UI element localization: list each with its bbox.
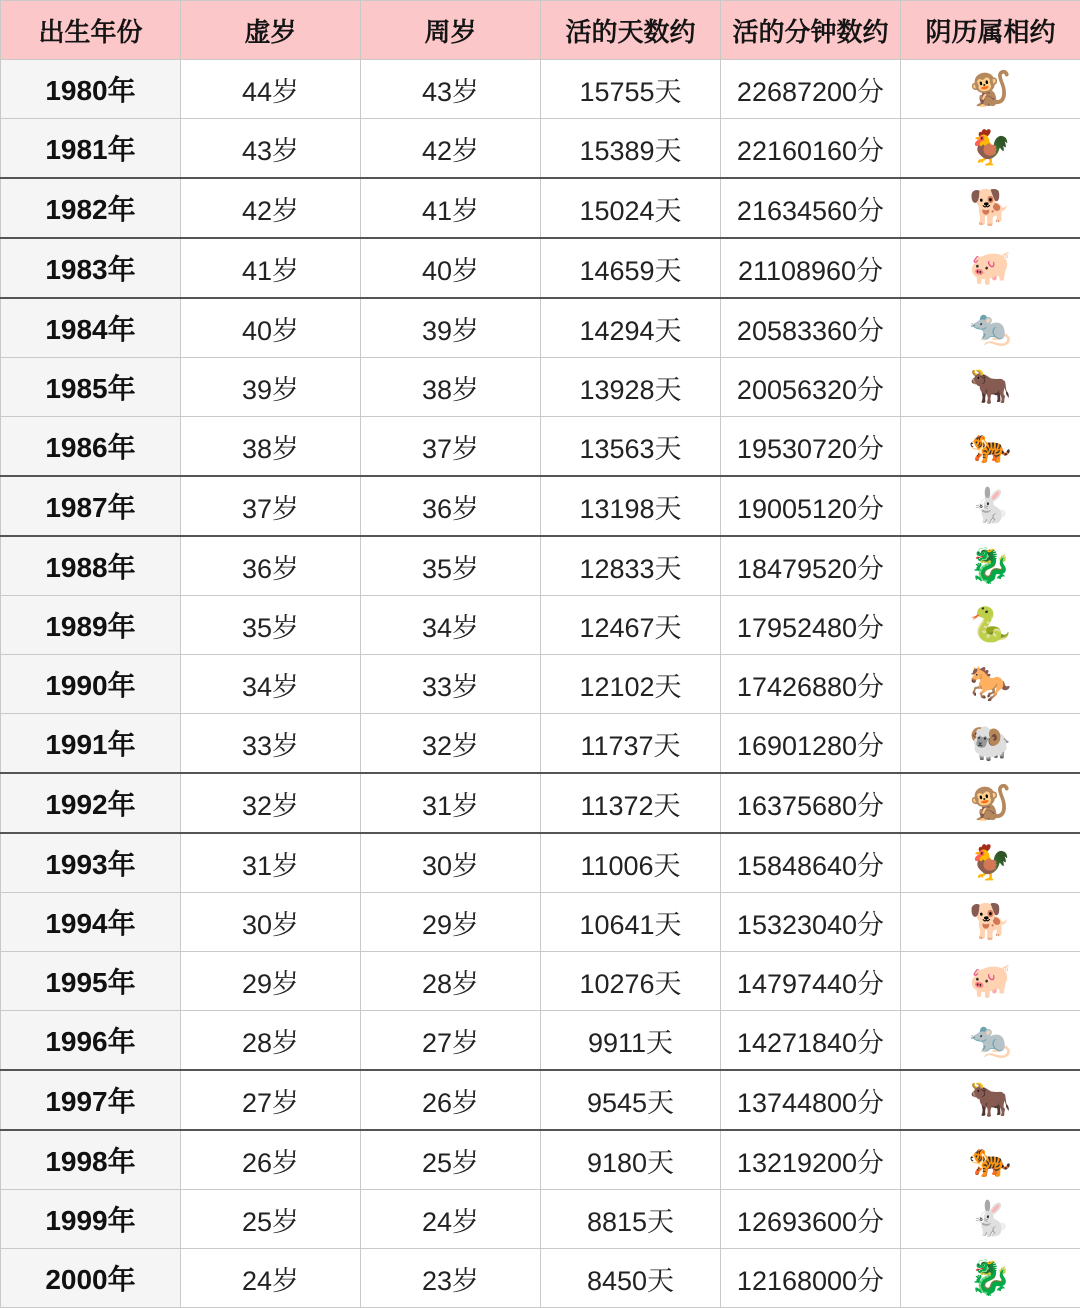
days-cell: 15024天 bbox=[541, 178, 721, 238]
days-cell: 10276天 bbox=[541, 952, 721, 1011]
monkey-icon: 🐒 bbox=[969, 781, 1013, 825]
actual-age-cell: 39岁 bbox=[361, 298, 541, 358]
minutes-cell: 19005120分 bbox=[721, 476, 901, 536]
days-cell: 9545天 bbox=[541, 1070, 721, 1130]
year-cell: 1983年 bbox=[1, 238, 181, 298]
actual-age-cell: 32岁 bbox=[361, 714, 541, 774]
year-cell: 1981年 bbox=[1, 119, 181, 179]
rabbit-icon: 🐇 bbox=[969, 1197, 1013, 1241]
year-cell: 1997年 bbox=[1, 1070, 181, 1130]
ox-icon: 🐂 bbox=[969, 1078, 1013, 1122]
table-row bbox=[1, 60, 1080, 119]
year-cell: 1989年 bbox=[1, 596, 181, 655]
header-minutes-lived: 活的分钟数约 bbox=[721, 1, 901, 60]
header-actual-age: 周岁 bbox=[361, 1, 541, 60]
minutes-cell: 21634560分 bbox=[721, 178, 901, 238]
table-row bbox=[1, 773, 1080, 833]
nominal-age-cell: 30岁 bbox=[181, 893, 361, 952]
year-cell: 1993年 bbox=[1, 833, 181, 893]
nominal-age-cell: 38岁 bbox=[181, 417, 361, 477]
dog-icon: 🐕 bbox=[969, 186, 1013, 230]
header-zodiac: 阴历属相约 bbox=[901, 1, 1080, 60]
minutes-cell: 14271840分 bbox=[721, 1011, 901, 1071]
minutes-cell: 13744800分 bbox=[721, 1070, 901, 1130]
year-cell: 1988年 bbox=[1, 536, 181, 596]
actual-age-cell: 40岁 bbox=[361, 238, 541, 298]
header-nominal-age: 虚岁 bbox=[181, 1, 361, 60]
actual-age-cell: 28岁 bbox=[361, 952, 541, 1011]
days-cell: 15755天 bbox=[541, 60, 721, 119]
year-cell: 1987年 bbox=[1, 476, 181, 536]
zodiac-cell bbox=[901, 119, 1080, 179]
zodiac-cell bbox=[901, 655, 1080, 714]
table-row bbox=[1, 1130, 1080, 1190]
zodiac-cell bbox=[901, 596, 1080, 655]
ox-icon: 🐂 bbox=[969, 365, 1013, 409]
year-cell: 1991年 bbox=[1, 714, 181, 774]
zodiac-cell bbox=[901, 1249, 1080, 1308]
zodiac-cell bbox=[901, 1190, 1080, 1249]
days-cell: 14294天 bbox=[541, 298, 721, 358]
rooster-icon: 🐓 bbox=[969, 126, 1013, 170]
nominal-age-cell: 42岁 bbox=[181, 178, 361, 238]
minutes-cell: 20056320分 bbox=[721, 358, 901, 417]
minutes-cell: 15323040分 bbox=[721, 893, 901, 952]
table-row bbox=[1, 358, 1080, 417]
days-cell: 9180天 bbox=[541, 1130, 721, 1190]
days-cell: 8450天 bbox=[541, 1249, 721, 1308]
nominal-age-cell: 44岁 bbox=[181, 60, 361, 119]
zodiac-cell bbox=[901, 298, 1080, 358]
minutes-cell: 12168000分 bbox=[721, 1249, 901, 1308]
rabbit-icon: 🐇 bbox=[969, 484, 1013, 528]
tiger-icon: 🐅 bbox=[969, 1138, 1013, 1182]
table-row bbox=[1, 596, 1080, 655]
nominal-age-cell: 27岁 bbox=[181, 1070, 361, 1130]
table-body bbox=[1, 60, 1080, 1308]
days-cell: 12102天 bbox=[541, 655, 721, 714]
days-cell: 12467天 bbox=[541, 596, 721, 655]
nominal-age-cell: 31岁 bbox=[181, 833, 361, 893]
actual-age-cell: 35岁 bbox=[361, 536, 541, 596]
days-cell: 11737天 bbox=[541, 714, 721, 774]
actual-age-cell: 42岁 bbox=[361, 119, 541, 179]
table-row bbox=[1, 833, 1080, 893]
header-days-lived: 活的天数约 bbox=[541, 1, 721, 60]
nominal-age-cell: 29岁 bbox=[181, 952, 361, 1011]
nominal-age-cell: 39岁 bbox=[181, 358, 361, 417]
year-cell: 1996年 bbox=[1, 1011, 181, 1071]
actual-age-cell: 43岁 bbox=[361, 60, 541, 119]
table-row bbox=[1, 119, 1080, 179]
nominal-age-cell: 41岁 bbox=[181, 238, 361, 298]
days-cell: 11372天 bbox=[541, 773, 721, 833]
days-cell: 13198天 bbox=[541, 476, 721, 536]
nominal-age-cell: 35岁 bbox=[181, 596, 361, 655]
minutes-cell: 17426880分 bbox=[721, 655, 901, 714]
zodiac-cell bbox=[901, 536, 1080, 596]
year-cell: 1999年 bbox=[1, 1190, 181, 1249]
zodiac-cell bbox=[901, 833, 1080, 893]
table-header bbox=[1, 1, 1080, 60]
rooster-icon: 🐓 bbox=[969, 841, 1013, 885]
zodiac-cell bbox=[901, 358, 1080, 417]
actual-age-cell: 29岁 bbox=[361, 893, 541, 952]
year-cell: 1984年 bbox=[1, 298, 181, 358]
nominal-age-cell: 36岁 bbox=[181, 536, 361, 596]
actual-age-cell: 30岁 bbox=[361, 833, 541, 893]
zodiac-cell bbox=[901, 1130, 1080, 1190]
table-row bbox=[1, 298, 1080, 358]
year-cell: 2000年 bbox=[1, 1249, 181, 1308]
minutes-cell: 16901280分 bbox=[721, 714, 901, 774]
actual-age-cell: 36岁 bbox=[361, 476, 541, 536]
actual-age-cell: 24岁 bbox=[361, 1190, 541, 1249]
zodiac-cell bbox=[901, 60, 1080, 119]
zodiac-cell bbox=[901, 238, 1080, 298]
nominal-age-cell: 24岁 bbox=[181, 1249, 361, 1308]
table-row bbox=[1, 952, 1080, 1011]
table-row bbox=[1, 417, 1080, 477]
nominal-age-cell: 37岁 bbox=[181, 476, 361, 536]
nominal-age-cell: 32岁 bbox=[181, 773, 361, 833]
days-cell: 10641天 bbox=[541, 893, 721, 952]
actual-age-cell: 37岁 bbox=[361, 417, 541, 477]
nominal-age-cell: 28岁 bbox=[181, 1011, 361, 1071]
rat-icon: 🐀 bbox=[969, 1018, 1013, 1062]
days-cell: 14659天 bbox=[541, 238, 721, 298]
year-cell: 1986年 bbox=[1, 417, 181, 477]
minutes-cell: 13219200分 bbox=[721, 1130, 901, 1190]
zodiac-cell bbox=[901, 773, 1080, 833]
minutes-cell: 18479520分 bbox=[721, 536, 901, 596]
pig-icon: 🐖 bbox=[969, 959, 1013, 1003]
minutes-cell: 22160160分 bbox=[721, 119, 901, 179]
horse-icon: 🐎 bbox=[969, 662, 1013, 706]
header-birth-year: 出生年份 bbox=[1, 1, 181, 60]
year-cell: 1990年 bbox=[1, 655, 181, 714]
nominal-age-cell: 34岁 bbox=[181, 655, 361, 714]
nominal-age-cell: 43岁 bbox=[181, 119, 361, 179]
table-row bbox=[1, 1190, 1080, 1249]
zodiac-cell bbox=[901, 417, 1080, 477]
rat-icon: 🐀 bbox=[969, 306, 1013, 350]
year-cell: 1998年 bbox=[1, 1130, 181, 1190]
days-cell: 13563天 bbox=[541, 417, 721, 477]
days-cell: 15389天 bbox=[541, 119, 721, 179]
year-cell: 1982年 bbox=[1, 178, 181, 238]
nominal-age-cell: 33岁 bbox=[181, 714, 361, 774]
table-row bbox=[1, 893, 1080, 952]
days-cell: 8815天 bbox=[541, 1190, 721, 1249]
days-cell: 13928天 bbox=[541, 358, 721, 417]
year-cell: 1994年 bbox=[1, 893, 181, 952]
table-row bbox=[1, 1011, 1080, 1071]
table-row bbox=[1, 178, 1080, 238]
minutes-cell: 14797440分 bbox=[721, 952, 901, 1011]
actual-age-cell: 25岁 bbox=[361, 1130, 541, 1190]
zodiac-cell bbox=[901, 714, 1080, 774]
zodiac-cell bbox=[901, 178, 1080, 238]
days-cell: 11006天 bbox=[541, 833, 721, 893]
table-row bbox=[1, 476, 1080, 536]
monkey-icon: 🐒 bbox=[969, 67, 1013, 111]
year-cell: 1985年 bbox=[1, 358, 181, 417]
days-cell: 12833天 bbox=[541, 536, 721, 596]
nominal-age-cell: 40岁 bbox=[181, 298, 361, 358]
table-row bbox=[1, 714, 1080, 774]
zodiac-cell bbox=[901, 893, 1080, 952]
zodiac-cell bbox=[901, 476, 1080, 536]
actual-age-cell: 23岁 bbox=[361, 1249, 541, 1308]
days-cell: 9911天 bbox=[541, 1011, 721, 1071]
actual-age-cell: 26岁 bbox=[361, 1070, 541, 1130]
actual-age-cell: 41岁 bbox=[361, 178, 541, 238]
minutes-cell: 19530720分 bbox=[721, 417, 901, 477]
pig-icon: 🐖 bbox=[969, 246, 1013, 290]
nominal-age-cell: 26岁 bbox=[181, 1130, 361, 1190]
minutes-cell: 16375680分 bbox=[721, 773, 901, 833]
actual-age-cell: 27岁 bbox=[361, 1011, 541, 1071]
year-cell: 1980年 bbox=[1, 60, 181, 119]
table-row bbox=[1, 655, 1080, 714]
actual-age-cell: 38岁 bbox=[361, 358, 541, 417]
table-row bbox=[1, 1070, 1080, 1130]
minutes-cell: 20583360分 bbox=[721, 298, 901, 358]
dog-icon: 🐕 bbox=[969, 900, 1013, 944]
minutes-cell: 21108960分 bbox=[721, 238, 901, 298]
minutes-cell: 22687200分 bbox=[721, 60, 901, 119]
minutes-cell: 12693600分 bbox=[721, 1190, 901, 1249]
minutes-cell: 17952480分 bbox=[721, 596, 901, 655]
dragon-icon: 🐉 bbox=[969, 1256, 1013, 1300]
zodiac-cell bbox=[901, 1070, 1080, 1130]
table-row bbox=[1, 536, 1080, 596]
zodiac-cell bbox=[901, 952, 1080, 1011]
minutes-cell: 15848640分 bbox=[721, 833, 901, 893]
zodiac-cell bbox=[901, 1011, 1080, 1071]
snake-icon: 🐍 bbox=[969, 603, 1013, 647]
year-cell: 1992年 bbox=[1, 773, 181, 833]
goat-icon: 🐏 bbox=[969, 721, 1013, 765]
header-row bbox=[1, 1, 1080, 60]
actual-age-cell: 34岁 bbox=[361, 596, 541, 655]
year-cell: 1995年 bbox=[1, 952, 181, 1011]
table-row bbox=[1, 1249, 1080, 1308]
tiger-icon: 🐅 bbox=[969, 424, 1013, 468]
nominal-age-cell: 25岁 bbox=[181, 1190, 361, 1249]
actual-age-cell: 33岁 bbox=[361, 655, 541, 714]
dragon-icon: 🐉 bbox=[969, 544, 1013, 588]
table-row bbox=[1, 238, 1080, 298]
actual-age-cell: 31岁 bbox=[361, 773, 541, 833]
